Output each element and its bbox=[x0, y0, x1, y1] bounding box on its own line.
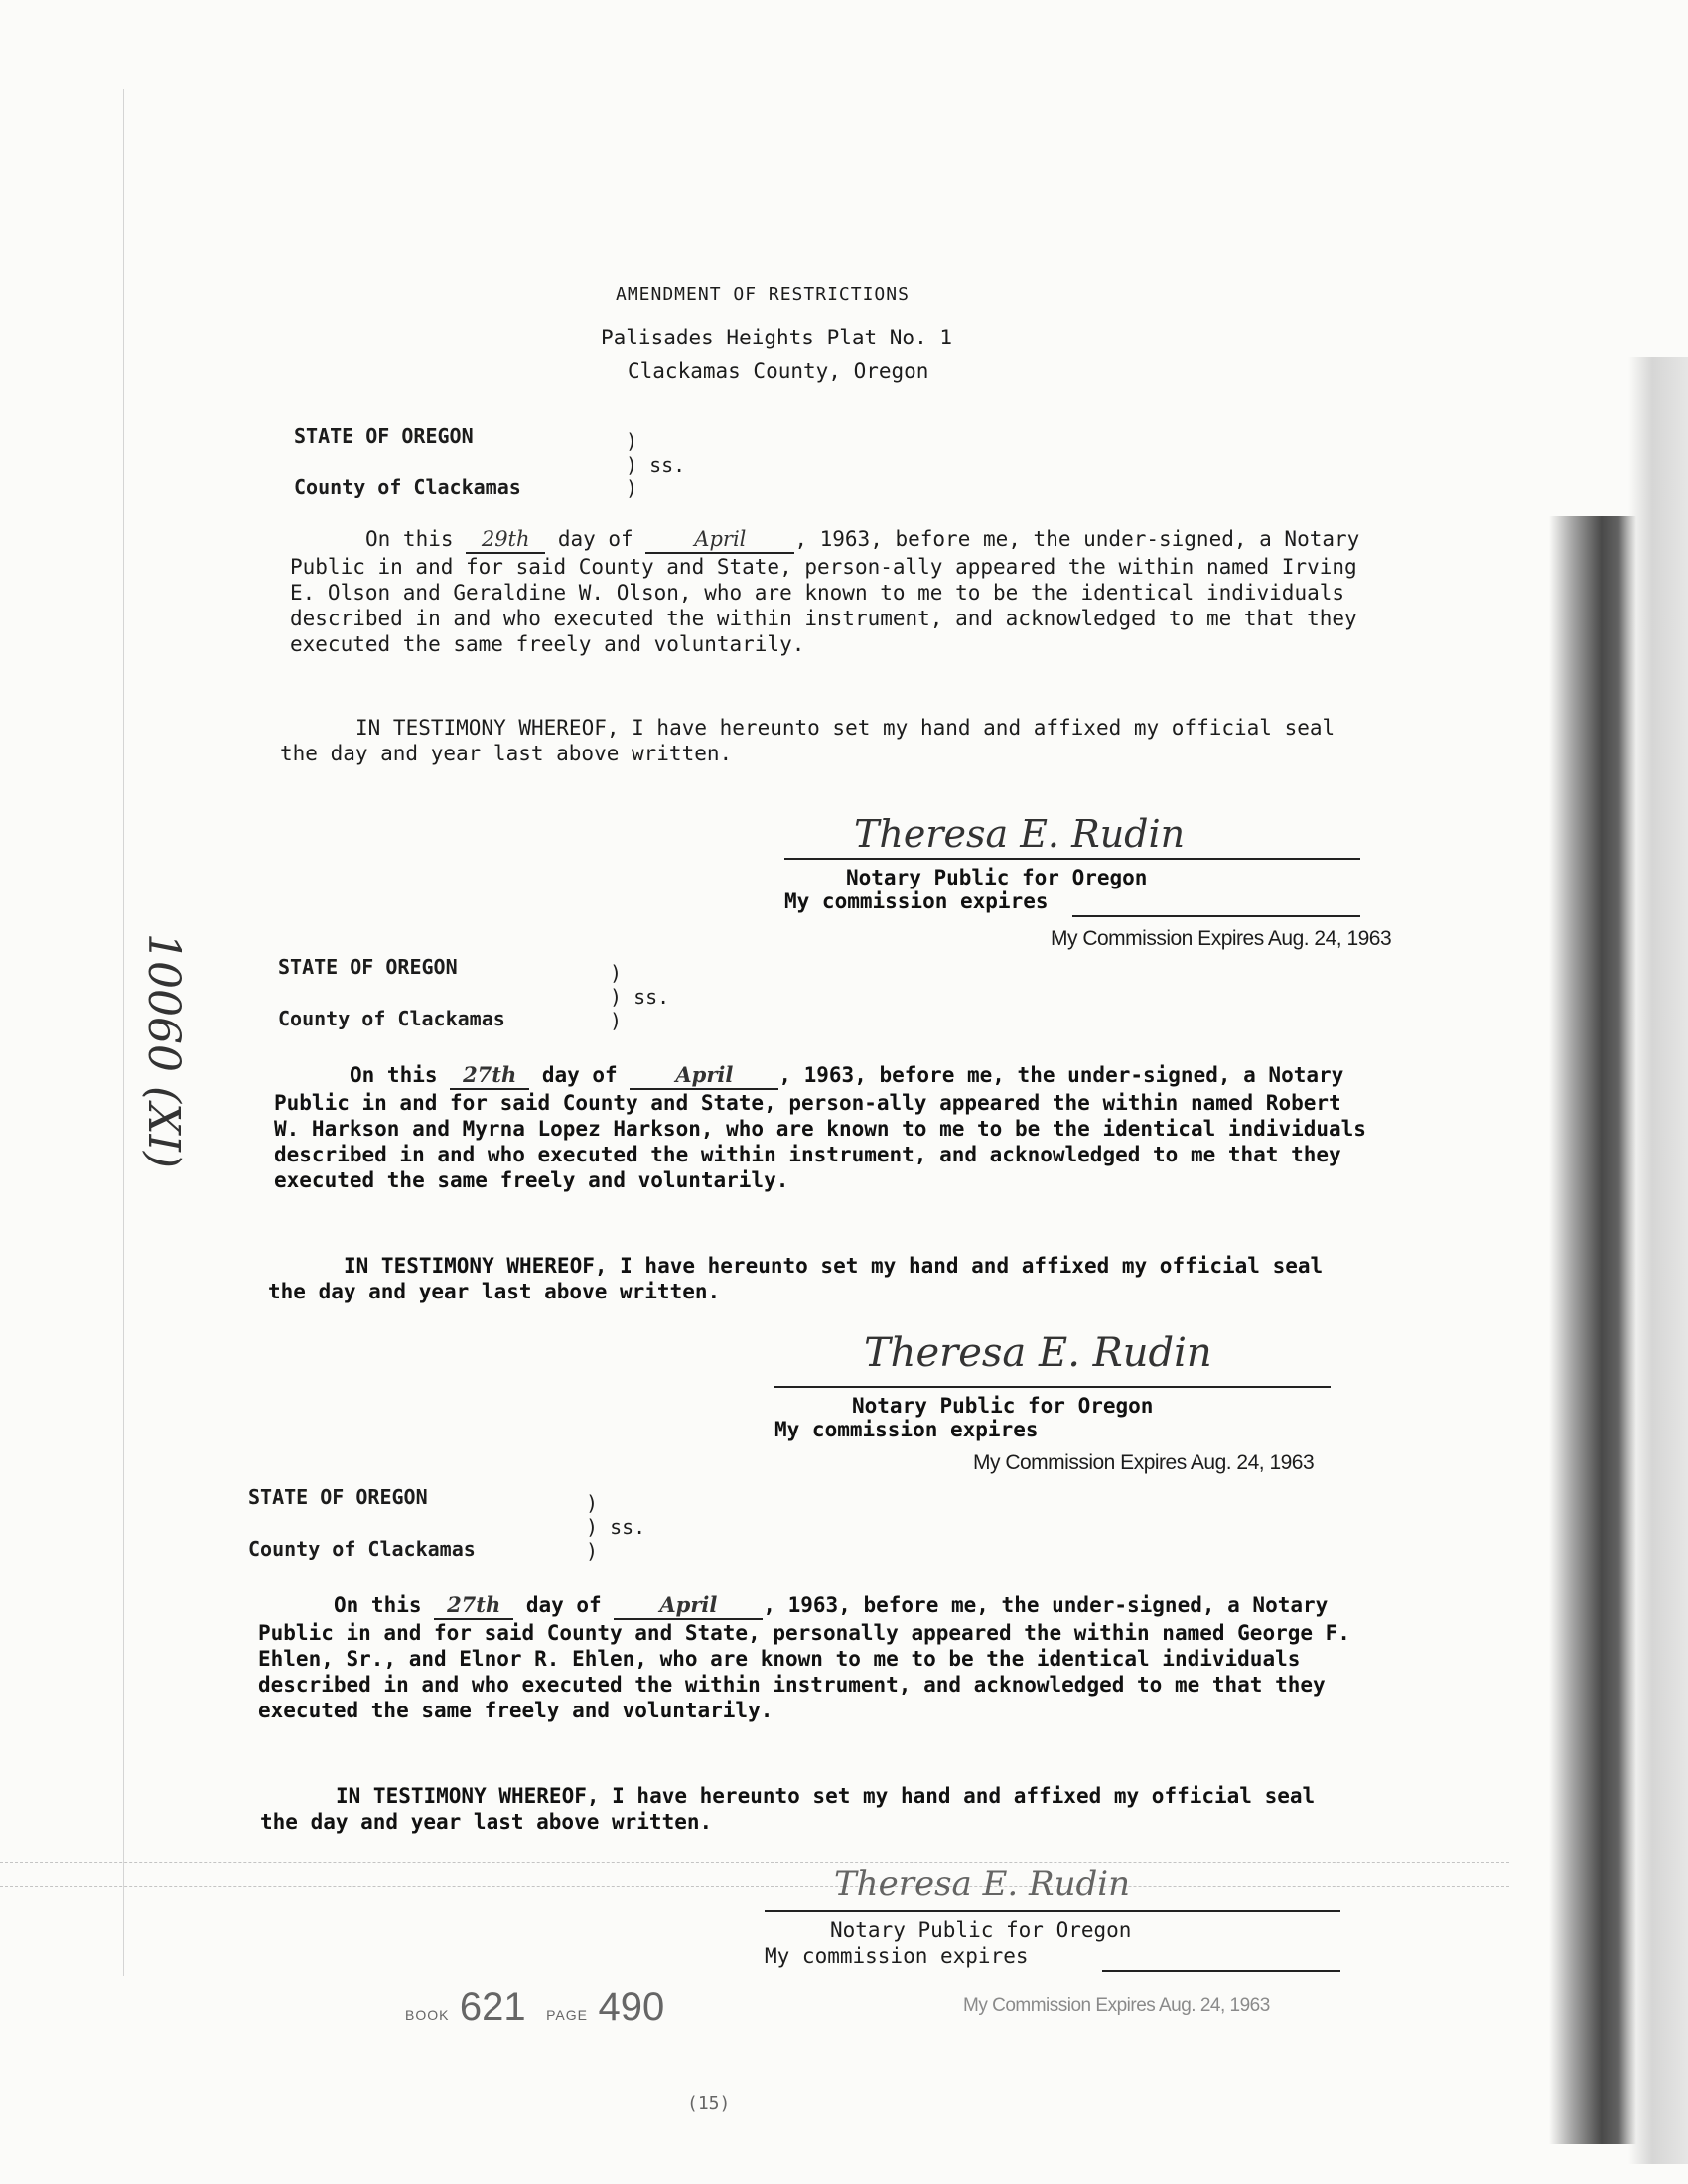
scan-edge-line bbox=[123, 89, 124, 1976]
commission-stamp: My Commission Expires Aug. 24, 1963 bbox=[973, 1451, 1315, 1474]
scan-dashed-line bbox=[0, 1886, 1509, 1887]
notary-signature: Theresa E. Rudin bbox=[834, 1864, 1131, 1904]
commission-label: My commission expires bbox=[784, 889, 1049, 913]
notary-signature: Theresa E. Rudin bbox=[864, 1330, 1212, 1376]
notary-label: Notary Public for Oregon bbox=[846, 866, 1148, 889]
month-field: April bbox=[630, 1062, 778, 1090]
signature-line bbox=[765, 1910, 1340, 1912]
venue-ss: ss. bbox=[633, 985, 670, 1009]
document-title: AMENDMENT OF RESTRICTIONS bbox=[616, 284, 910, 305]
venue-county: County of Clackamas bbox=[248, 1537, 476, 1561]
venue-ss: ss. bbox=[649, 453, 686, 477]
commission-stamp: My Commission Expires Aug. 24, 1963 bbox=[1051, 927, 1392, 950]
commission-label: My commission expires bbox=[774, 1418, 1039, 1441]
commission-stamp: My Commission Expires Aug. 24, 1963 bbox=[963, 1995, 1270, 2016]
day-field: 29th bbox=[466, 526, 545, 554]
signature-line bbox=[784, 858, 1360, 860]
signature-line bbox=[774, 1386, 1331, 1388]
month-field: April bbox=[645, 526, 794, 554]
venue-state: STATE OF OREGON bbox=[294, 424, 474, 448]
book-label: BOOK bbox=[405, 2007, 450, 2023]
book-page-stamp bbox=[405, 1985, 664, 2030]
venue-county: County of Clackamas bbox=[278, 1007, 505, 1030]
commission-line bbox=[1072, 915, 1360, 917]
notary-label: Notary Public for Oregon bbox=[852, 1394, 1154, 1418]
testimony-paragraph: IN TESTIMONY WHEREOF, I have hereunto set my hand and affixed my official seal the day and year last above written. bbox=[260, 1784, 1316, 1834]
scan-shadow-dark bbox=[1549, 516, 1636, 2144]
venue-ss: ss. bbox=[610, 1515, 646, 1539]
acknowledgment-paragraph: On this 27th day of April , 1963, before me, the under-signed, a Notary Public in and for said County and State, person-ally appeared the within named Robert W. Harkson and Myrna Lopez Harkson, who are known to me to be the identical individuals described in and who executed the within instrument, and acknowledged to me that they executed the same freely and voluntarily. bbox=[274, 1062, 1366, 1192]
testimony-paragraph: IN TESTIMONY WHEREOF, I have hereunto set my hand and affixed my official seal the day and year last above written. bbox=[268, 1254, 1324, 1303]
page-label: PAGE bbox=[546, 2007, 588, 2023]
book-number: 621 bbox=[459, 1985, 526, 2029]
venue-bracket: ) ) ss. ) bbox=[610, 961, 670, 1032]
day-field: 27th bbox=[434, 1592, 513, 1620]
commission-label: My commission expires bbox=[765, 1944, 1029, 1968]
margin-note: 10060 (XI) bbox=[138, 933, 189, 1168]
day-field: 27th bbox=[450, 1062, 529, 1090]
venue-bracket: ) ) ss. ) bbox=[626, 429, 686, 500]
venue-state: STATE OF OREGON bbox=[278, 955, 458, 979]
venue-bracket: ) ) ss. ) bbox=[586, 1491, 646, 1563]
month-field: April bbox=[614, 1592, 763, 1620]
acknowledgment-paragraph: On this 29th day of April , 1963, before me, the under-signed, a Notary Public in and for said County and State, person-ally appeared the within named Irving E. Olson and Geraldine W. Olson, who are known to me to be the identical individuals described in and who executed the within instrument, and acknowledged to me that they executed the same freely and voluntarily. bbox=[290, 527, 1360, 656]
commission-line bbox=[1102, 1970, 1340, 1972]
notary-signature: Theresa E. Rudin bbox=[854, 812, 1186, 856]
testimony-paragraph: IN TESTIMONY WHEREOF, I have hereunto set my hand and affixed my official seal the day and year last above written. bbox=[280, 716, 1336, 765]
acknowledgment-paragraph: On this 27th day of April , 1963, before me, the under-signed, a Notary Public in and for said County and State, personally appeared the within named George F. Ehlen, Sr., and Elnor R. Ehlen, who are known to me to be the identical individuals described in and who executed the within instrument, and acknowledged to me that they executed the same freely and voluntarily. bbox=[258, 1592, 1350, 1722]
notary-label: Notary Public for Oregon bbox=[830, 1918, 1132, 1942]
scan-dashed-line bbox=[0, 1862, 1509, 1863]
venue-state: STATE OF OREGON bbox=[248, 1485, 428, 1509]
page-number: 490 bbox=[598, 1985, 665, 2029]
document-subtitle: Palisades Heights Plat No. 1 bbox=[601, 326, 953, 349]
document-subtitle-county: Clackamas County, Oregon bbox=[628, 359, 929, 383]
scan-shadow-light bbox=[1628, 357, 1688, 2164]
page-mark: (15) bbox=[687, 2093, 731, 2114]
venue-county: County of Clackamas bbox=[294, 476, 521, 499]
